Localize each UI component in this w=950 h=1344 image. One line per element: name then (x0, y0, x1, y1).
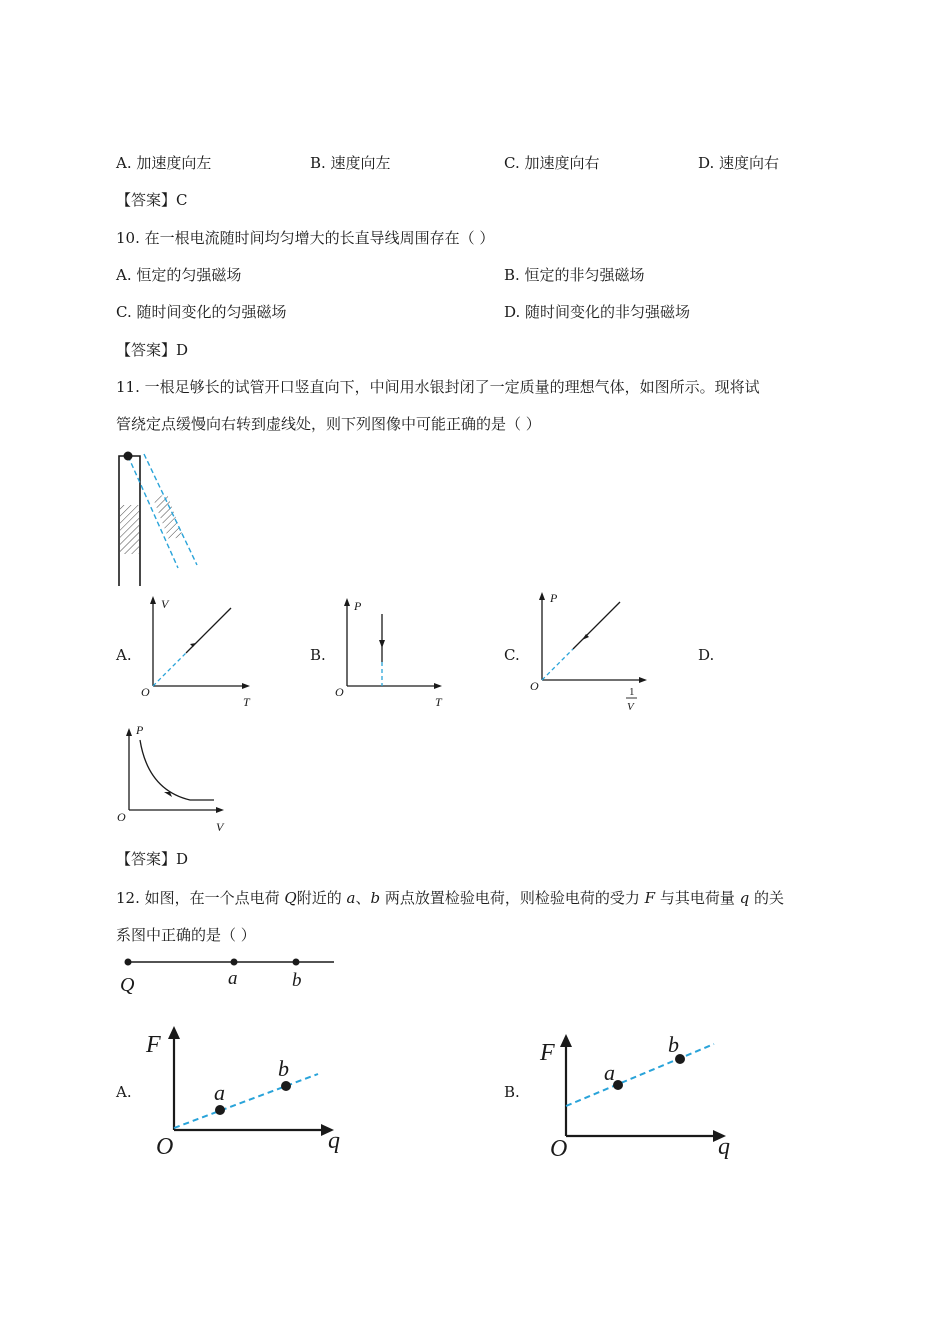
pivot-point (124, 452, 133, 461)
x-arrow (639, 677, 647, 683)
q9-option-c: C. 加速度向右 (504, 154, 600, 172)
y-label: P (354, 599, 362, 613)
y-arrow (150, 596, 156, 604)
q9-option-b: B. 速度向左 (310, 154, 391, 172)
process-arrow (190, 643, 196, 647)
y-arrow (344, 598, 350, 606)
q12-stem-var-f: F (644, 889, 656, 907)
y-arrow (560, 1034, 572, 1047)
q12-stem-part: 与其电荷量 (655, 889, 740, 907)
x-label: V (216, 820, 224, 834)
q12-graph-b (538, 1030, 748, 1170)
q9-option-a: A. 加速度向左 (116, 154, 212, 172)
q12-stem-line1 (116, 888, 784, 908)
x-arrow (216, 807, 224, 813)
graph-d-pv (112, 720, 242, 840)
mercury-column (120, 505, 139, 554)
q10-option-d: D. 随时间变化的非匀强磁场 (504, 303, 691, 321)
q10-answer: 【答案】D (116, 341, 189, 359)
label-b: b (668, 1032, 679, 1057)
dashed-line (566, 1044, 714, 1106)
x-arrow (434, 683, 442, 689)
q11-stem-line2: 管绕定点缓慢向右转到虚线处，则下列图像中可能正确的是（ ） (116, 415, 541, 433)
isotherm-curve (140, 740, 214, 800)
point-b-dot (281, 1081, 291, 1091)
q12-stem-var-q: Q (284, 889, 297, 907)
q12-label-a: A. (116, 1083, 132, 1101)
q11-stem-line1: 11. 一根足够长的试管开口竖直向下，中间用水银封闭了一定质量的理想气体，如图所示。现将试 (116, 378, 760, 396)
dashed-line (174, 1074, 318, 1128)
origin-label: O (117, 810, 126, 824)
charge-line-figure (112, 950, 352, 1000)
dashed-extension (153, 653, 186, 686)
q9-answer: 【答案】C (116, 191, 188, 209)
q12-stem-part: 12. 如图，在一个点电荷 (116, 889, 285, 907)
q11-label-d: D. (698, 646, 715, 664)
y-label: P (550, 591, 558, 605)
q11-label-a: A. (116, 646, 132, 664)
x-label: T (435, 695, 442, 709)
q12-graph-a (146, 1022, 356, 1162)
x-label-numerator: 1 (629, 686, 635, 698)
q12-stem-var-b: b (370, 889, 381, 907)
label-F: F (540, 1040, 555, 1066)
x-label-denominator: V (627, 701, 634, 713)
label-a: a (228, 968, 238, 989)
point-b-dot (293, 959, 300, 966)
label-b: b (278, 1056, 289, 1081)
q10-option-c: C. 随时间变化的匀强磁场 (116, 303, 287, 321)
y-label: P (136, 723, 144, 737)
charge-Q-dot (125, 959, 132, 966)
label-q: q (328, 1128, 340, 1154)
label-q: q (718, 1134, 730, 1160)
process-arrow (379, 640, 385, 648)
q12-label-b: B. (504, 1083, 520, 1101)
y-label: V (161, 597, 169, 611)
origin-label: O (530, 679, 539, 693)
y-arrow (168, 1026, 180, 1039)
test-tube-figure (110, 448, 220, 588)
q12-stem-part: 两点放置检验电荷，则检验电荷的受力 (380, 889, 645, 907)
q12-stem-var-charge: q (739, 889, 750, 907)
q10-stem: 10. 在一根电流随时间均匀增大的长直导线周围存在（ ） (116, 229, 495, 247)
label-b: b (292, 970, 302, 991)
q12-stem-part: 的关 (749, 889, 784, 907)
label-a: a (214, 1080, 225, 1105)
rotated-mercury (153, 494, 183, 540)
label-O: O (156, 1134, 174, 1160)
label-O: O (550, 1136, 568, 1162)
y-arrow (126, 728, 132, 736)
x-label: T (243, 695, 250, 709)
origin-label: O (335, 685, 344, 699)
q12-stem-var-a: a (346, 889, 356, 907)
label-F: F (146, 1032, 161, 1058)
process-line (573, 602, 620, 649)
graph-a-vt (136, 592, 256, 712)
q10-option-b: B. 恒定的非匀强磁场 (504, 266, 645, 284)
q9-option-d: D. 速度向右 (698, 154, 780, 172)
y-arrow (539, 592, 545, 600)
graph-b-pt (330, 592, 450, 712)
q11-answer: 【答案】D (116, 850, 189, 868)
x-arrow (242, 683, 250, 689)
q12-stem-line2: 系图中正确的是（ ） (116, 926, 256, 944)
graph-c-p-inverse-v (525, 588, 655, 718)
point-a-dot (231, 959, 238, 966)
q12-stem-part: 、 (355, 889, 371, 907)
q11-label-b: B. (310, 646, 326, 664)
q11-label-c: C. (504, 646, 520, 664)
q10-option-a: A. 恒定的匀强磁场 (116, 266, 242, 284)
label-a: a (604, 1060, 615, 1085)
origin-label: O (141, 685, 150, 699)
q12-stem-part: 附近的 (296, 889, 347, 907)
label-Q: Q (120, 974, 135, 996)
point-a-dot (215, 1105, 225, 1115)
dashed-extension (542, 649, 573, 680)
